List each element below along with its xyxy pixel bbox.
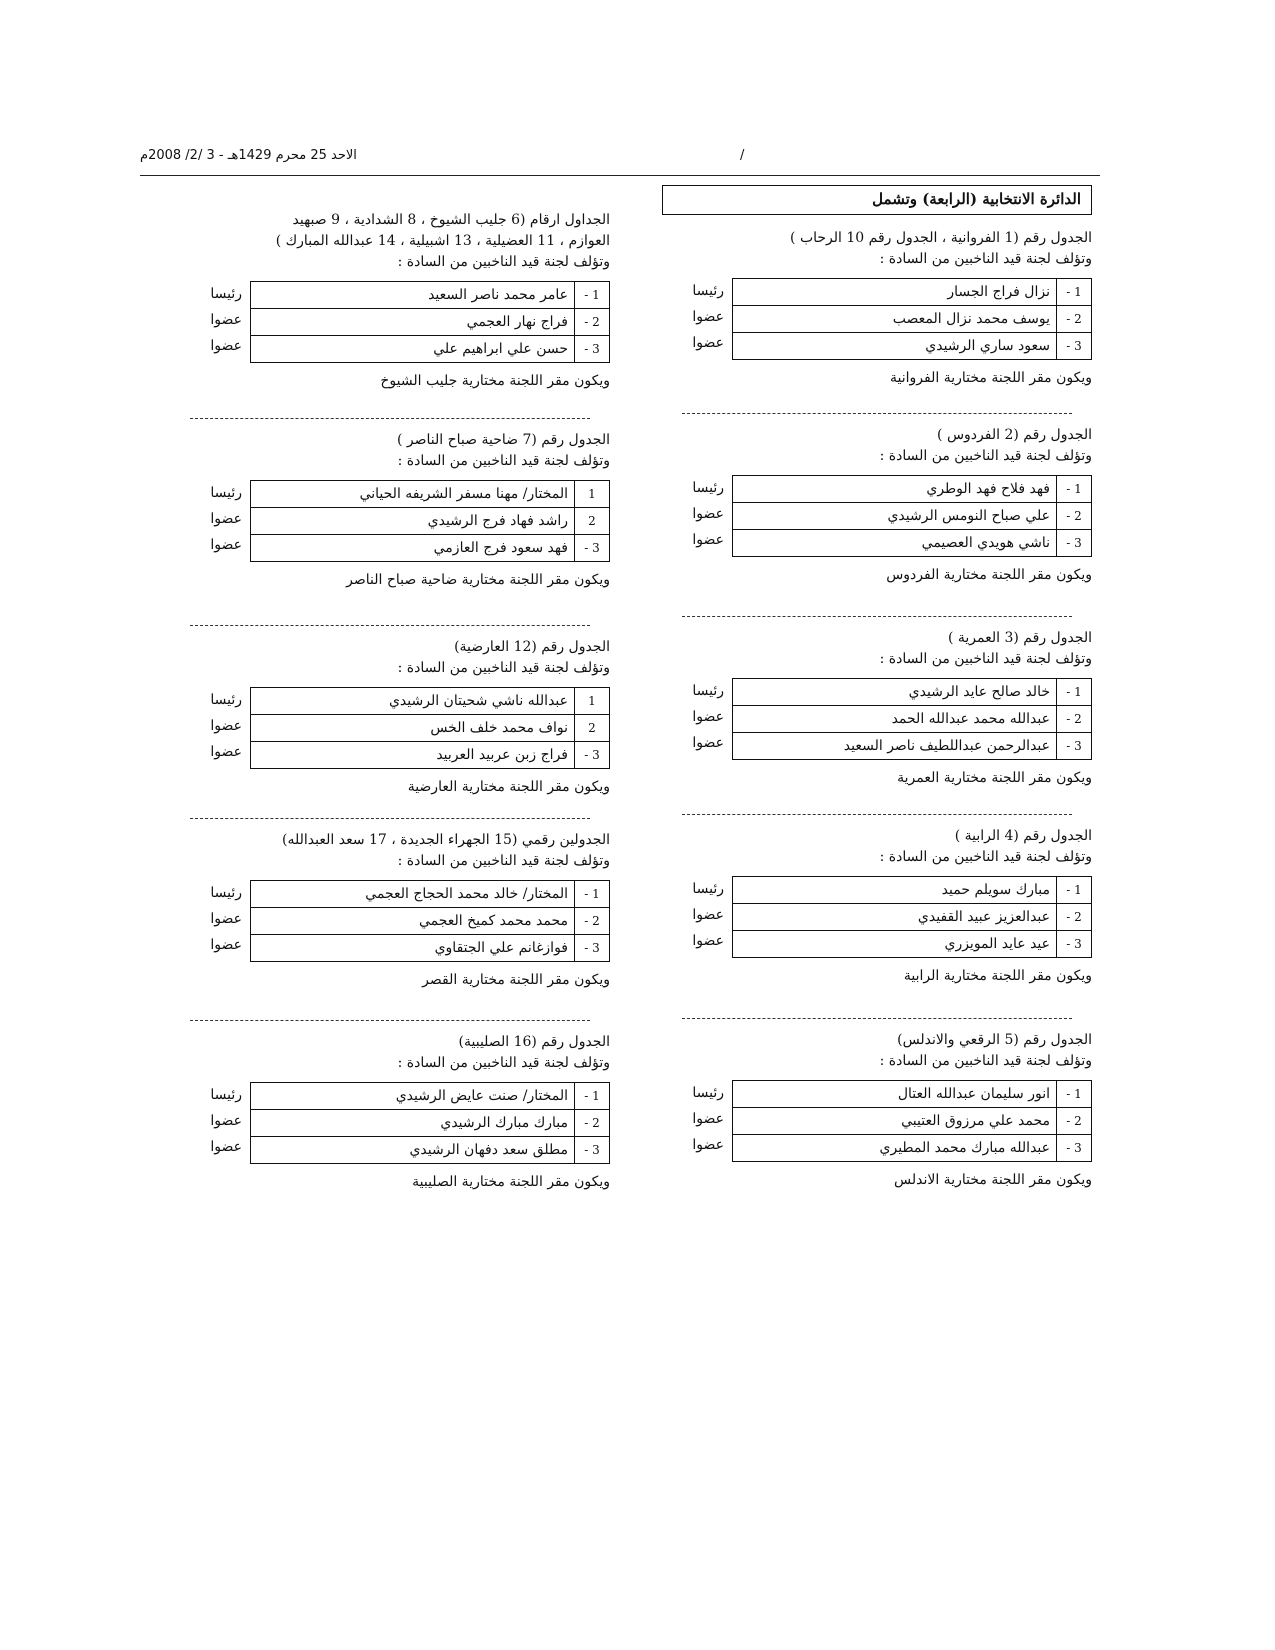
role-chair: رئيسا bbox=[692, 283, 724, 299]
member-name: انور سليمان عبدالله العتال bbox=[897, 1086, 1050, 1102]
members-table bbox=[250, 880, 610, 962]
role-labels bbox=[170, 687, 242, 765]
committee-seat: ويكون مقر اللجنة مختارية العمرية bbox=[897, 770, 1092, 786]
member-row bbox=[251, 715, 609, 742]
member-number: 3 - bbox=[1056, 530, 1091, 556]
member-name: مبارك سويلم حميد bbox=[941, 882, 1050, 898]
role-chair: رئيسا bbox=[210, 1087, 242, 1103]
member-number: 3 - bbox=[574, 1137, 609, 1163]
role-member: عضوا bbox=[692, 933, 724, 949]
committee-seat: ويكون مقر اللجنة مختارية الفروانية bbox=[890, 370, 1092, 386]
committee-seat: ويكون مقر اللجنة مختارية الفردوس bbox=[886, 567, 1092, 583]
member-name: عبدالله محمد عبدالله الحمد bbox=[891, 711, 1050, 727]
member-row bbox=[251, 481, 609, 508]
member-name: نواف محمد خلف الخس bbox=[430, 720, 568, 736]
member-name: فراج زبن عربيد العربيد bbox=[436, 747, 568, 763]
member-name: فهد فلاح فهد الوطري bbox=[926, 481, 1050, 497]
members-table bbox=[250, 1082, 610, 1164]
intro-line: الجدول رقم (12 العارضية) bbox=[454, 639, 610, 655]
member-number: 1 bbox=[574, 481, 609, 507]
member-name: المختار/ صنت عايض الرشيدي bbox=[395, 1088, 568, 1104]
member-number: 3 - bbox=[574, 935, 609, 961]
member-row bbox=[733, 279, 1091, 306]
member-number: 3 - bbox=[574, 535, 609, 561]
role-member: عضوا bbox=[692, 309, 724, 325]
member-row bbox=[733, 333, 1091, 359]
member-number: 2 - bbox=[1056, 904, 1091, 930]
member-row bbox=[733, 679, 1091, 706]
member-number: 2 - bbox=[1056, 503, 1091, 529]
member-name: عبدالعزيز عبيد القفيدي bbox=[917, 909, 1050, 925]
group-intro bbox=[662, 425, 1092, 467]
left-column-group bbox=[170, 1032, 610, 1190]
role-member: عضوا bbox=[210, 718, 242, 734]
left-column-group bbox=[170, 210, 610, 389]
committee-seat: ويكون مقر اللجنة مختارية العارضية bbox=[407, 779, 610, 795]
group-intro bbox=[170, 637, 610, 679]
member-name: عبدالله مبارك محمد المطيري bbox=[879, 1140, 1050, 1156]
left-column-group bbox=[170, 430, 610, 588]
group-intro bbox=[662, 228, 1092, 270]
role-labels bbox=[662, 475, 724, 553]
intro-line: وتؤلف لجنة قيد الناخبين من السادة : bbox=[397, 1055, 610, 1071]
role-labels bbox=[170, 281, 242, 359]
member-number: 1 - bbox=[1056, 279, 1091, 305]
role-chair: رئيسا bbox=[692, 881, 724, 897]
role-chair: رئيسا bbox=[210, 485, 242, 501]
group-intro bbox=[170, 1032, 610, 1074]
right-column-group bbox=[662, 425, 1092, 583]
member-row bbox=[251, 908, 609, 935]
member-number: 3 - bbox=[1056, 733, 1091, 759]
member-row bbox=[733, 931, 1091, 957]
member-row bbox=[733, 476, 1091, 503]
members-table bbox=[732, 678, 1092, 760]
member-number: 2 - bbox=[574, 908, 609, 934]
member-name: فهد سعود فرج العازمي bbox=[433, 540, 568, 556]
role-member: عضوا bbox=[692, 335, 724, 351]
page-fragment: / bbox=[740, 148, 745, 163]
intro-line: الجدول رقم (4 الرابية ) bbox=[954, 828, 1092, 844]
left-column-group bbox=[170, 637, 610, 795]
intro-line: الجدول رقم (5 الرقعي والاندلس) bbox=[897, 1032, 1092, 1048]
intro-line: العوازم ، 11 العضيلية ، 13 اشبيلية ، 14 عبدالله المبارك ) bbox=[275, 233, 610, 249]
committee-seat: ويكون مقر اللجنة مختارية الصليبية bbox=[412, 1174, 610, 1190]
role-member: عضوا bbox=[210, 511, 242, 527]
member-number: 3 - bbox=[1056, 1135, 1091, 1161]
member-row bbox=[733, 1135, 1091, 1161]
member-row bbox=[251, 309, 609, 336]
member-number: 1 - bbox=[574, 1083, 609, 1109]
member-row bbox=[251, 742, 609, 768]
member-name: فوازغانم علي الجتقاوي bbox=[434, 940, 568, 956]
member-row bbox=[251, 688, 609, 715]
intro-line: الجدول رقم (2 الفردوس ) bbox=[937, 427, 1092, 443]
member-row bbox=[251, 1110, 609, 1137]
member-row bbox=[251, 935, 609, 961]
issue-date: الاحد 25 محرم 1429هـ - 3 /2/ 2008م bbox=[140, 148, 357, 163]
intro-line: وتؤلف لجنة قيد الناخبين من السادة : bbox=[397, 853, 610, 869]
role-labels bbox=[170, 880, 242, 958]
intro-line: وتؤلف لجنة قيد الناخبين من السادة : bbox=[397, 254, 610, 270]
member-number: 1 bbox=[574, 688, 609, 714]
role-member: عضوا bbox=[692, 532, 724, 548]
member-row bbox=[251, 535, 609, 561]
member-name: عامر محمد ناصر السعيد bbox=[428, 287, 568, 303]
role-member: عضوا bbox=[692, 907, 724, 923]
role-member: عضوا bbox=[210, 537, 242, 553]
intro-line: وتؤلف لجنة قيد الناخبين من السادة : bbox=[879, 1053, 1092, 1069]
role-chair: رئيسا bbox=[692, 683, 724, 699]
member-number: 1 - bbox=[1056, 1081, 1091, 1107]
header-rule bbox=[140, 175, 1100, 176]
role-labels bbox=[662, 1080, 724, 1158]
role-chair: رئيسا bbox=[210, 286, 242, 302]
member-row bbox=[733, 306, 1091, 333]
committee-seat: ويكون مقر اللجنة مختارية القصر bbox=[422, 972, 610, 988]
member-number: 1 - bbox=[1056, 877, 1091, 903]
role-member: عضوا bbox=[692, 506, 724, 522]
intro-line: الجدولين رقمي (15 الجهراء الجديدة ، 17 سعد العبدالله) bbox=[282, 832, 610, 848]
role-member: عضوا bbox=[210, 312, 242, 328]
committee-seat: ويكون مقر اللجنة مختارية جليب الشيوخ bbox=[380, 373, 610, 389]
member-number: 3 - bbox=[574, 336, 609, 362]
member-number: 1 - bbox=[574, 282, 609, 308]
role-member: عضوا bbox=[210, 937, 242, 953]
role-labels bbox=[170, 480, 242, 558]
group-intro bbox=[662, 826, 1092, 868]
members-table bbox=[732, 1080, 1092, 1162]
group-separator bbox=[682, 1018, 1072, 1019]
page-header bbox=[140, 148, 1100, 170]
member-row bbox=[251, 282, 609, 309]
member-row bbox=[733, 877, 1091, 904]
right-column-group bbox=[662, 628, 1092, 786]
members-table bbox=[732, 278, 1092, 360]
members-table bbox=[732, 475, 1092, 557]
intro-line: وتؤلف لجنة قيد الناخبين من السادة : bbox=[879, 849, 1092, 865]
group-intro bbox=[662, 628, 1092, 670]
intro-line: الجدول رقم (16 الصليبية) bbox=[458, 1034, 610, 1050]
members-table bbox=[732, 876, 1092, 958]
role-member: عضوا bbox=[692, 735, 724, 751]
group-intro bbox=[170, 830, 610, 872]
role-labels bbox=[662, 876, 724, 954]
member-number: 3 - bbox=[574, 742, 609, 768]
member-number: 1 - bbox=[1056, 476, 1091, 502]
member-name: راشد فهاد فرج الرشيدي bbox=[427, 513, 568, 529]
group-separator bbox=[682, 814, 1072, 815]
role-labels bbox=[170, 1082, 242, 1160]
role-member: عضوا bbox=[210, 911, 242, 927]
member-name: عبدالرحمن عبداللطيف ناصر السعيد bbox=[843, 738, 1050, 754]
member-name: عيد عايد المويزري bbox=[944, 936, 1050, 952]
member-row bbox=[733, 706, 1091, 733]
role-member: عضوا bbox=[210, 1139, 242, 1155]
role-labels bbox=[662, 678, 724, 756]
role-member: عضوا bbox=[692, 1111, 724, 1127]
intro-line: الجدول رقم (7 ضاحية صباح الناصر ) bbox=[396, 432, 610, 448]
member-number: 2 - bbox=[574, 1110, 609, 1136]
left-column-group bbox=[170, 830, 610, 988]
member-number: 2 bbox=[574, 508, 609, 534]
member-number: 1 - bbox=[1056, 679, 1091, 705]
intro-line: الجدول رقم (1 الفروانية ، الجدول رقم 10 الرحاب ) bbox=[790, 230, 1092, 246]
role-member: عضوا bbox=[692, 1137, 724, 1153]
member-number: 2 - bbox=[574, 309, 609, 335]
member-name: المختار/ مهنا مسفر الشريفه الحياني bbox=[359, 486, 568, 502]
member-row bbox=[251, 336, 609, 362]
intro-line: وتؤلف لجنة قيد الناخبين من السادة : bbox=[879, 251, 1092, 267]
member-name: سعود ساري الرشيدي bbox=[925, 338, 1050, 354]
group-separator bbox=[682, 616, 1072, 617]
role-chair: رئيسا bbox=[692, 480, 724, 496]
member-number: 2 - bbox=[1056, 306, 1091, 332]
role-chair: رئيسا bbox=[210, 885, 242, 901]
member-name: علي صباح النومس الرشيدي bbox=[887, 508, 1050, 524]
member-name: حسن علي ابراهيم علي bbox=[433, 341, 568, 357]
member-row bbox=[733, 1108, 1091, 1135]
member-number: 3 - bbox=[1056, 931, 1091, 957]
intro-line: وتؤلف لجنة قيد الناخبين من السادة : bbox=[879, 651, 1092, 667]
member-row bbox=[733, 904, 1091, 931]
member-name: محمد علي مرزوق العتيبي bbox=[901, 1113, 1050, 1129]
committee-seat: ويكون مقر اللجنة مختارية الاندلس bbox=[894, 1172, 1092, 1188]
intro-line: وتؤلف لجنة قيد الناخبين من السادة : bbox=[397, 453, 610, 469]
role-labels bbox=[662, 278, 724, 356]
group-separator bbox=[190, 625, 590, 626]
member-name: خالد صالح عايد الرشيدي bbox=[908, 684, 1050, 700]
member-number: 2 - bbox=[1056, 1108, 1091, 1134]
member-row bbox=[251, 508, 609, 535]
members-table bbox=[250, 687, 610, 769]
district-title: الدائرة الانتخابية (الرابعة) وتشمل bbox=[662, 185, 1092, 215]
group-intro bbox=[170, 210, 610, 273]
group-separator bbox=[682, 413, 1072, 414]
role-chair: رئيسا bbox=[692, 1085, 724, 1101]
role-chair: رئيسا bbox=[210, 692, 242, 708]
member-row bbox=[251, 1137, 609, 1163]
member-name: المختار/ خالد محمد الحجاج العجمي bbox=[365, 886, 568, 902]
intro-line: الجدول رقم (3 العمرية ) bbox=[947, 630, 1092, 646]
intro-line: وتؤلف لجنة قيد الناخبين من السادة : bbox=[397, 660, 610, 676]
member-row bbox=[733, 530, 1091, 556]
member-name: عبدالله ناشي شحيتان الرشيدي bbox=[388, 693, 568, 709]
members-table bbox=[250, 480, 610, 562]
member-name: يوسف محمد نزال المعصب bbox=[892, 311, 1050, 327]
member-row bbox=[733, 503, 1091, 530]
group-separator bbox=[190, 818, 590, 819]
role-member: عضوا bbox=[210, 744, 242, 760]
group-intro bbox=[170, 430, 610, 472]
member-number: 2 bbox=[574, 715, 609, 741]
member-name: محمد محمد كميخ العجمي bbox=[418, 913, 568, 929]
member-number: 1 - bbox=[574, 881, 609, 907]
member-row bbox=[733, 733, 1091, 759]
member-name: فراج نهار العجمي bbox=[466, 314, 568, 330]
intro-line: وتؤلف لجنة قيد الناخبين من السادة : bbox=[879, 448, 1092, 464]
group-separator bbox=[190, 418, 590, 419]
role-member: عضوا bbox=[210, 338, 242, 354]
group-separator bbox=[190, 1020, 590, 1021]
members-table bbox=[250, 281, 610, 363]
role-member: عضوا bbox=[692, 709, 724, 725]
right-column-group bbox=[662, 1030, 1092, 1188]
right-column-group bbox=[662, 228, 1092, 386]
member-name: مبارك مبارك الرشيدي bbox=[440, 1115, 568, 1131]
member-name: نزال فراج الجسار bbox=[947, 284, 1050, 300]
member-number: 2 - bbox=[1056, 706, 1091, 732]
group-intro bbox=[662, 1030, 1092, 1072]
committee-seat: ويكون مقر اللجنة مختارية ضاحية صباح الناصر bbox=[346, 572, 610, 588]
member-row bbox=[251, 881, 609, 908]
member-row bbox=[251, 1083, 609, 1110]
role-member: عضوا bbox=[210, 1113, 242, 1129]
intro-line: الجداول ارقام (6 جليب الشيوخ ، 8 الشدادية ، 9 صبهيد bbox=[292, 212, 610, 228]
member-name: مطلق سعد دفهان الرشيدي bbox=[409, 1142, 568, 1158]
member-name: ناشي هويدي العصيمي bbox=[921, 535, 1050, 551]
right-column-group bbox=[662, 826, 1092, 984]
member-number: 3 - bbox=[1056, 333, 1091, 359]
member-row bbox=[733, 1081, 1091, 1108]
committee-seat: ويكون مقر اللجنة مختارية الرابية bbox=[903, 968, 1092, 984]
